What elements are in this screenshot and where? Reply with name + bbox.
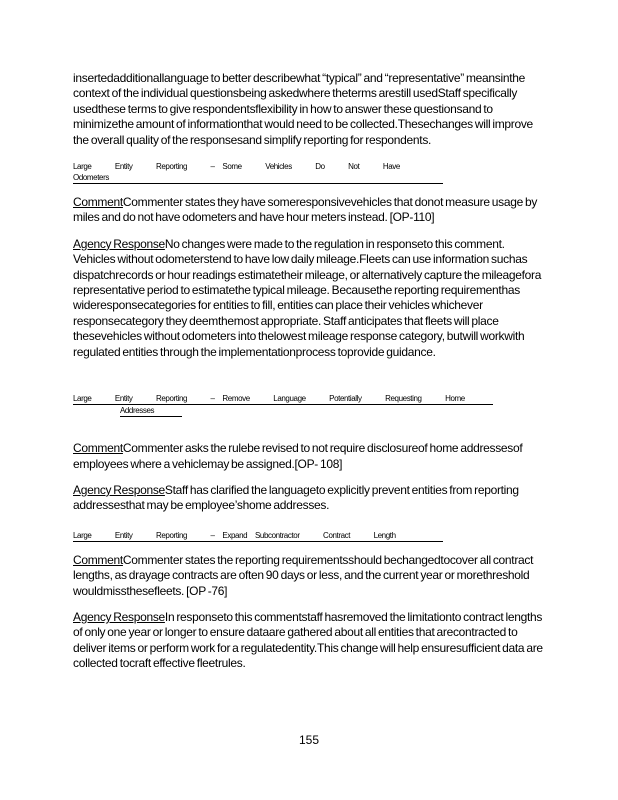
comment-label: Comment bbox=[73, 441, 123, 456]
response-label: Agency Response bbox=[73, 482, 165, 497]
response-text: In responseto this commentstaff hasremoved the limitationto contract lengths of only one year or longer to ensure dataare gathered about all entities that arecontracted to deliver items or perform work for a regulatedentity.This change will help ensuresufficient data are collected tocraft effective fleetrules. bbox=[73, 609, 543, 671]
section-odometers bbox=[73, 161, 548, 360]
response-paragraph bbox=[73, 483, 548, 514]
comment-paragraph bbox=[73, 553, 548, 599]
comment-label: Comment bbox=[73, 552, 123, 567]
section-heading-line1: Large Entity Reporting – Remove Language Potentially Requesting Home bbox=[73, 393, 493, 405]
section-heading bbox=[73, 371, 493, 428]
page-number: 155 bbox=[298, 733, 320, 747]
response-text: No changes were made to the regulation in responseto this comment. Vehicles without odometerstend to have low daily mileage.Fleets can use information suchas dispatchrecords or hour readings estimatetheir mileage, or alternatively capture the mileagefora representative period to estimatethe typical mileage. Becausethe reporting requirementhas wideresponsecategories for entities to fill, entities can place their vehicles whichever responsecategory they deemthemost appropriate. Staff anticipates that fleets will place thesevehicles without odometers into thelowest mileage response category, butwill workwith regulated entities through the implementationprocess toprovide guidance. bbox=[73, 236, 542, 359]
section-subcontractor bbox=[73, 525, 548, 672]
section-heading: Large Entity Reporting – Expand Subcontractor Contract Length bbox=[73, 530, 443, 542]
section-heading: Large Entity Reporting – Some Vehicles Do Not Have Odometers bbox=[73, 161, 443, 184]
response-text: Staff has clarified the languageto explicitly prevent entities from reporting addressesthat may be employee’shome addresses. bbox=[73, 482, 519, 513]
response-label: Agency Response bbox=[73, 609, 165, 624]
comment-text: Commenter states they have someresponsivevehicles that donot measure usage by miles and do not have odometers and have hour meters instead. [OP-110] bbox=[73, 195, 538, 225]
comment-text: Commenter states the reporting requirementsshould bechangedtocover all contract lengths, as drayage contracts are often 90 days or less, and the current year or morethreshold wouldmissthesefleets. [OP -76] bbox=[73, 552, 534, 598]
document-page bbox=[73, 71, 548, 683]
intro-paragraph: insertedadditionallanguage to better describewhat “typical” and “representative” meansinthe context of the individual questionsbeing askedwhere theterms arestill usedStaff specifically usedthese terms to give respondentsflexibility in how to answer these questionsand to minimizethe amount of informationthat would need to be collected.Thesechanges will improve the overall quality of the responsesand simplify reporting for respondents. bbox=[73, 71, 533, 147]
comment-paragraph bbox=[73, 441, 548, 472]
comment-paragraph bbox=[73, 195, 548, 226]
section-heading-line2: Addresses bbox=[120, 405, 182, 417]
response-paragraph bbox=[73, 610, 548, 672]
section-home-addresses bbox=[73, 371, 548, 514]
comment-text: Commenter asks the rulebe revised to not require disclosureof home addressesof employees where a vehiclemay be assigned.[OP- 108] bbox=[73, 441, 523, 471]
response-paragraph bbox=[73, 237, 548, 360]
response-label: Agency Response bbox=[73, 236, 165, 251]
comment-label: Comment bbox=[73, 195, 123, 210]
